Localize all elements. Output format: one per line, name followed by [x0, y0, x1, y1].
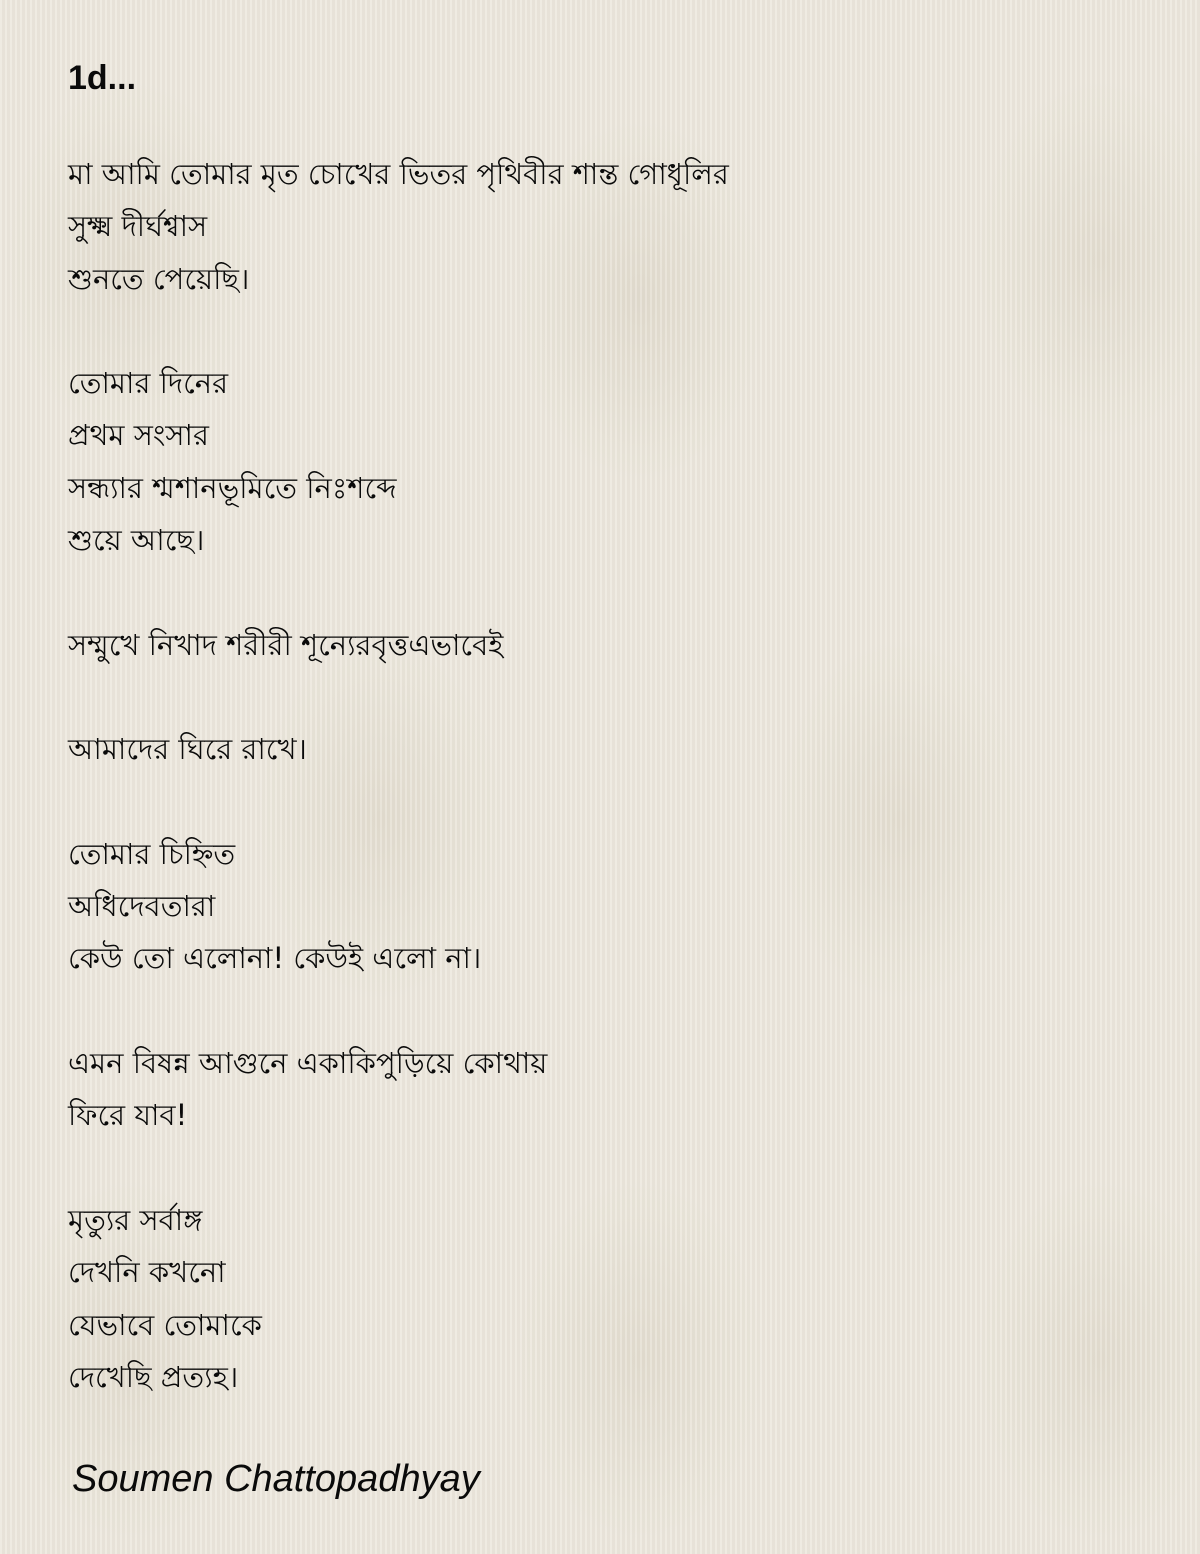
- poem-line: ফিরে যাব!: [68, 1098, 188, 1133]
- poem-line: শুয়ে আছে।: [68, 523, 205, 558]
- poem-line: তোমার দিনের: [68, 366, 229, 401]
- poem-line: শুনতে পেয়েছি।: [68, 261, 250, 296]
- stanza: [68, 357, 1148, 566]
- stanza: [68, 1037, 1148, 1142]
- poem-line: অধিদেবতারা: [68, 889, 216, 924]
- stanza: [68, 828, 1148, 985]
- poem-line: মৃত্যুর সর্বাঙ্গ: [68, 1202, 203, 1237]
- poem-line: মা আমি তোমার মৃত চোখের ভিতর পৃথিবীর শান্ত গোধূলির: [68, 157, 729, 191]
- poem-line: দেখনি কখনো: [68, 1255, 226, 1290]
- stanza-break: [68, 566, 1148, 618]
- author-name: Soumen Chattopadhyay: [72, 1458, 480, 1500]
- stanza: [68, 723, 1148, 775]
- poem-title: 1d...: [68, 59, 137, 97]
- poem-line: যেভাবে তোমাকে: [68, 1307, 262, 1342]
- poem-line: সন্ধ্যার শ্মশানভূমিতে নিঃশব্দে: [68, 470, 397, 505]
- poem-line: তোমার চিহ্নিত: [68, 836, 236, 871]
- stanza-break: [68, 305, 1148, 357]
- poem-line: কেউ তো এলোনা! কেউই এলো না।: [68, 941, 482, 976]
- poem-line: সম্মুখে নিখাদ শরীরী শূন্যেরবৃত্তএভাবেই: [68, 627, 504, 662]
- poem-line: প্রথম সংসার: [68, 418, 209, 453]
- stanza-break: [68, 776, 1148, 828]
- poem-line: এমন বিষন্ন আগুনে একাকিপুড়িয়ে কোথায়: [68, 1046, 548, 1081]
- stanza-break: [68, 985, 1148, 1037]
- poem-line: দেখেছি প্রত্যহ।: [68, 1359, 239, 1394]
- poem-body: [68, 148, 1148, 1403]
- stanza: [68, 148, 1148, 305]
- stanza: [68, 1194, 1148, 1403]
- stanza: [68, 619, 1148, 671]
- stanza-break: [68, 1142, 1148, 1194]
- stanza-break: [68, 671, 1148, 723]
- poem-line: সুক্ষ্ম দীর্ঘশ্বাস: [68, 209, 208, 244]
- poem-line: আমাদের ঘিরে রাখে।: [68, 732, 307, 767]
